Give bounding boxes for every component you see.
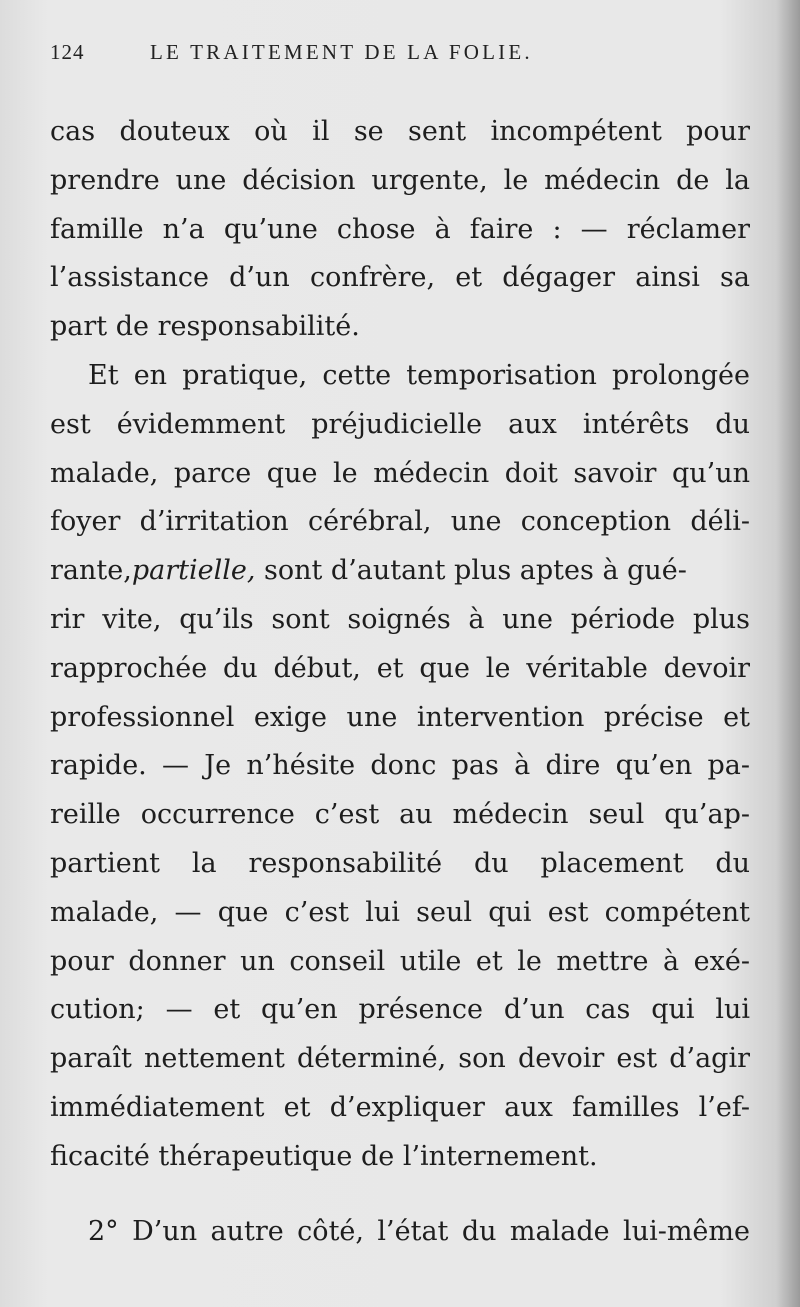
text-line: malade, — que c’est lui seul qui est compétent: [50, 896, 750, 928]
text-fragment: sont d’autant plus aptes à gué-: [264, 555, 687, 587]
body-text: [50, 108, 750, 1256]
text-line-mixed: [50, 547, 750, 596]
text-line: reille occurrence c’est au médecin seul qu’ap-: [50, 799, 750, 831]
text-line: famille n’a qu’une chose à faire : — réclamer: [50, 213, 750, 245]
text-line: est évidemment préjudicielle aux intérêts du: [50, 408, 750, 440]
text-line: Et en pratique, cette temporisation prolongée: [88, 359, 750, 391]
text-line: cas douteux où il se sent incompétent pour: [50, 116, 750, 147]
paragraph: [50, 1208, 750, 1257]
text-line: part de responsabilité.: [50, 311, 360, 343]
text-line: ficacité thérapeutique de l’internement.: [50, 1140, 598, 1172]
page-number: 124: [50, 40, 85, 64]
text-line: professionnel exige une intervention précise et: [50, 701, 750, 733]
italic-word: partielle,: [131, 555, 256, 587]
text-line: l’assistance d’un confrère, et dégager ainsi sa: [50, 262, 750, 294]
text-line: pour donner un conseil utile et le mettre à exé-: [50, 945, 750, 977]
text-line: immédiatement et d’expliquer aux familles l’ef-: [50, 1091, 750, 1123]
text-line: malade, parce que le médecin doit savoir qu’un: [50, 457, 750, 489]
text-line: rapide. — Je n’hésite donc pas à dire qu’en pa-: [50, 750, 750, 782]
text-line: paraît nettement déterminé, son devoir est d’agir: [50, 1043, 750, 1075]
text-line: foyer d’irritation cérébral, une conception déli-: [50, 506, 750, 538]
text-line: prendre une décision urgente, le médecin de la: [50, 164, 750, 196]
text-line: partient la responsabilité du placement du: [50, 847, 750, 879]
text-line: 2° D’un autre côté, l’état du malade lui-même: [88, 1215, 750, 1247]
paragraph: [50, 108, 750, 352]
text-line: cution; — et qu’en présence d’un cas qui lui: [50, 994, 750, 1026]
running-title: LE TRAITEMENT DE LA FOLIE.: [150, 40, 533, 64]
text-fragment: rante,: [50, 555, 132, 587]
text-line: rapprochée du début, et que le véritable devoir: [50, 652, 750, 684]
running-header: [50, 40, 750, 76]
paragraph-gap: [50, 1182, 750, 1208]
paragraph: [50, 352, 750, 1182]
text-line: rir vite, qu’ils sont soignés à une période plus: [50, 603, 750, 635]
